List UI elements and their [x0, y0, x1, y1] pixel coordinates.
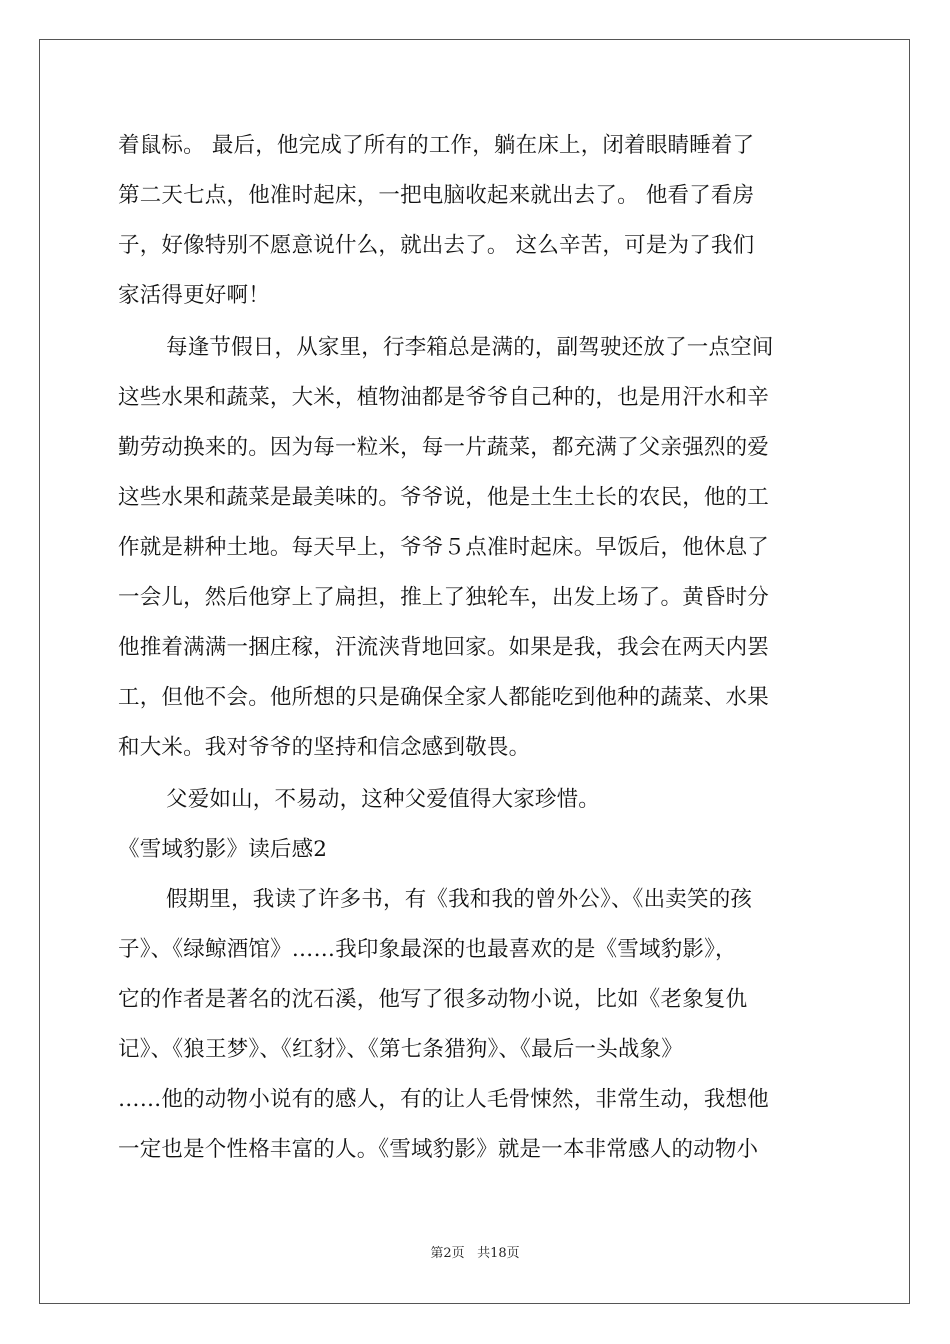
- text-line: 记》、《狼王梦》、《红豺》、《第七条猎狗》、《最后一头战象》: [118, 1037, 684, 1062]
- text-line: 它的作者是著名的沈石溪，他写了很多动物小说，比如《老象复仇: [118, 987, 748, 1012]
- section-heading: 《雪域豹影》读后感2: [118, 837, 328, 862]
- paragraph-start-line: 父爱如山，不易动，这种父爱值得大家珍惜。: [166, 787, 601, 812]
- paragraph-start-line: 每逢节假日，从家里，行李箱总是满的，副驾驶还放了一点空间: [166, 335, 774, 360]
- text-line: 和大米。我对爷爷的坚持和信念感到敬畏。: [118, 735, 531, 760]
- text-line: 子，好像特别不愿意说什么，就出去了。 这么辛苦，可是为了我们: [118, 233, 755, 258]
- text-line: 他推着满满一捆庄稼，汗流浃背地回家。如果是我，我会在两天内罢: [118, 635, 770, 660]
- page-footer: [0, 1244, 950, 1264]
- text-line: 一会儿，然后他穿上了扁担，推上了独轮车，出发上场了。黄昏时分: [118, 585, 770, 610]
- text-line: 勤劳动换来的。因为每一粒米，每一片蔬菜，都充满了父亲强烈的爱: [118, 435, 770, 460]
- text-line: 这些水果和蔬菜是最美味的。爷爷说，他是土生土长的农民，他的工: [118, 485, 770, 510]
- text-line: 作就是耕种土地。每天早上，爷爷５点准时起床。早饭后，他休息了: [118, 535, 770, 560]
- text-line: 家活得更好啊！: [118, 283, 270, 308]
- text-line: 这些水果和蔬菜，大米，植物油都是爷爷自己种的，也是用汗水和辛: [118, 385, 770, 410]
- text-line: 子》、《绿鲸酒馆》……我印象最深的也最喜欢的是《雪域豹影》，: [118, 937, 737, 962]
- page-number: 第2页: [430, 1246, 465, 1261]
- page-total: 共18页: [477, 1246, 520, 1261]
- text-line: 一定也是个性格丰富的人。《雪域豹影》就是一本非常感人的动物小: [118, 1137, 759, 1162]
- text-line: 第二天七点，他准时起床，一把电脑收起来就出去了。 他看了看房: [118, 183, 755, 208]
- text-line: 工，但他不会。他所想的只是确保全家人都能吃到他种的蔬菜、水果: [118, 685, 770, 710]
- text-line: 着鼠标。 最后，他完成了所有的工作，躺在床上，闭着眼睛睡着了: [118, 133, 755, 158]
- text-line: ……他的动物小说有的感人，有的让人毛骨悚然，非常生动，我想他: [118, 1087, 770, 1112]
- paragraph-start-line: 假期里，我读了许多书，有《我和我的曾外公》、《出卖笑的孩: [166, 887, 753, 912]
